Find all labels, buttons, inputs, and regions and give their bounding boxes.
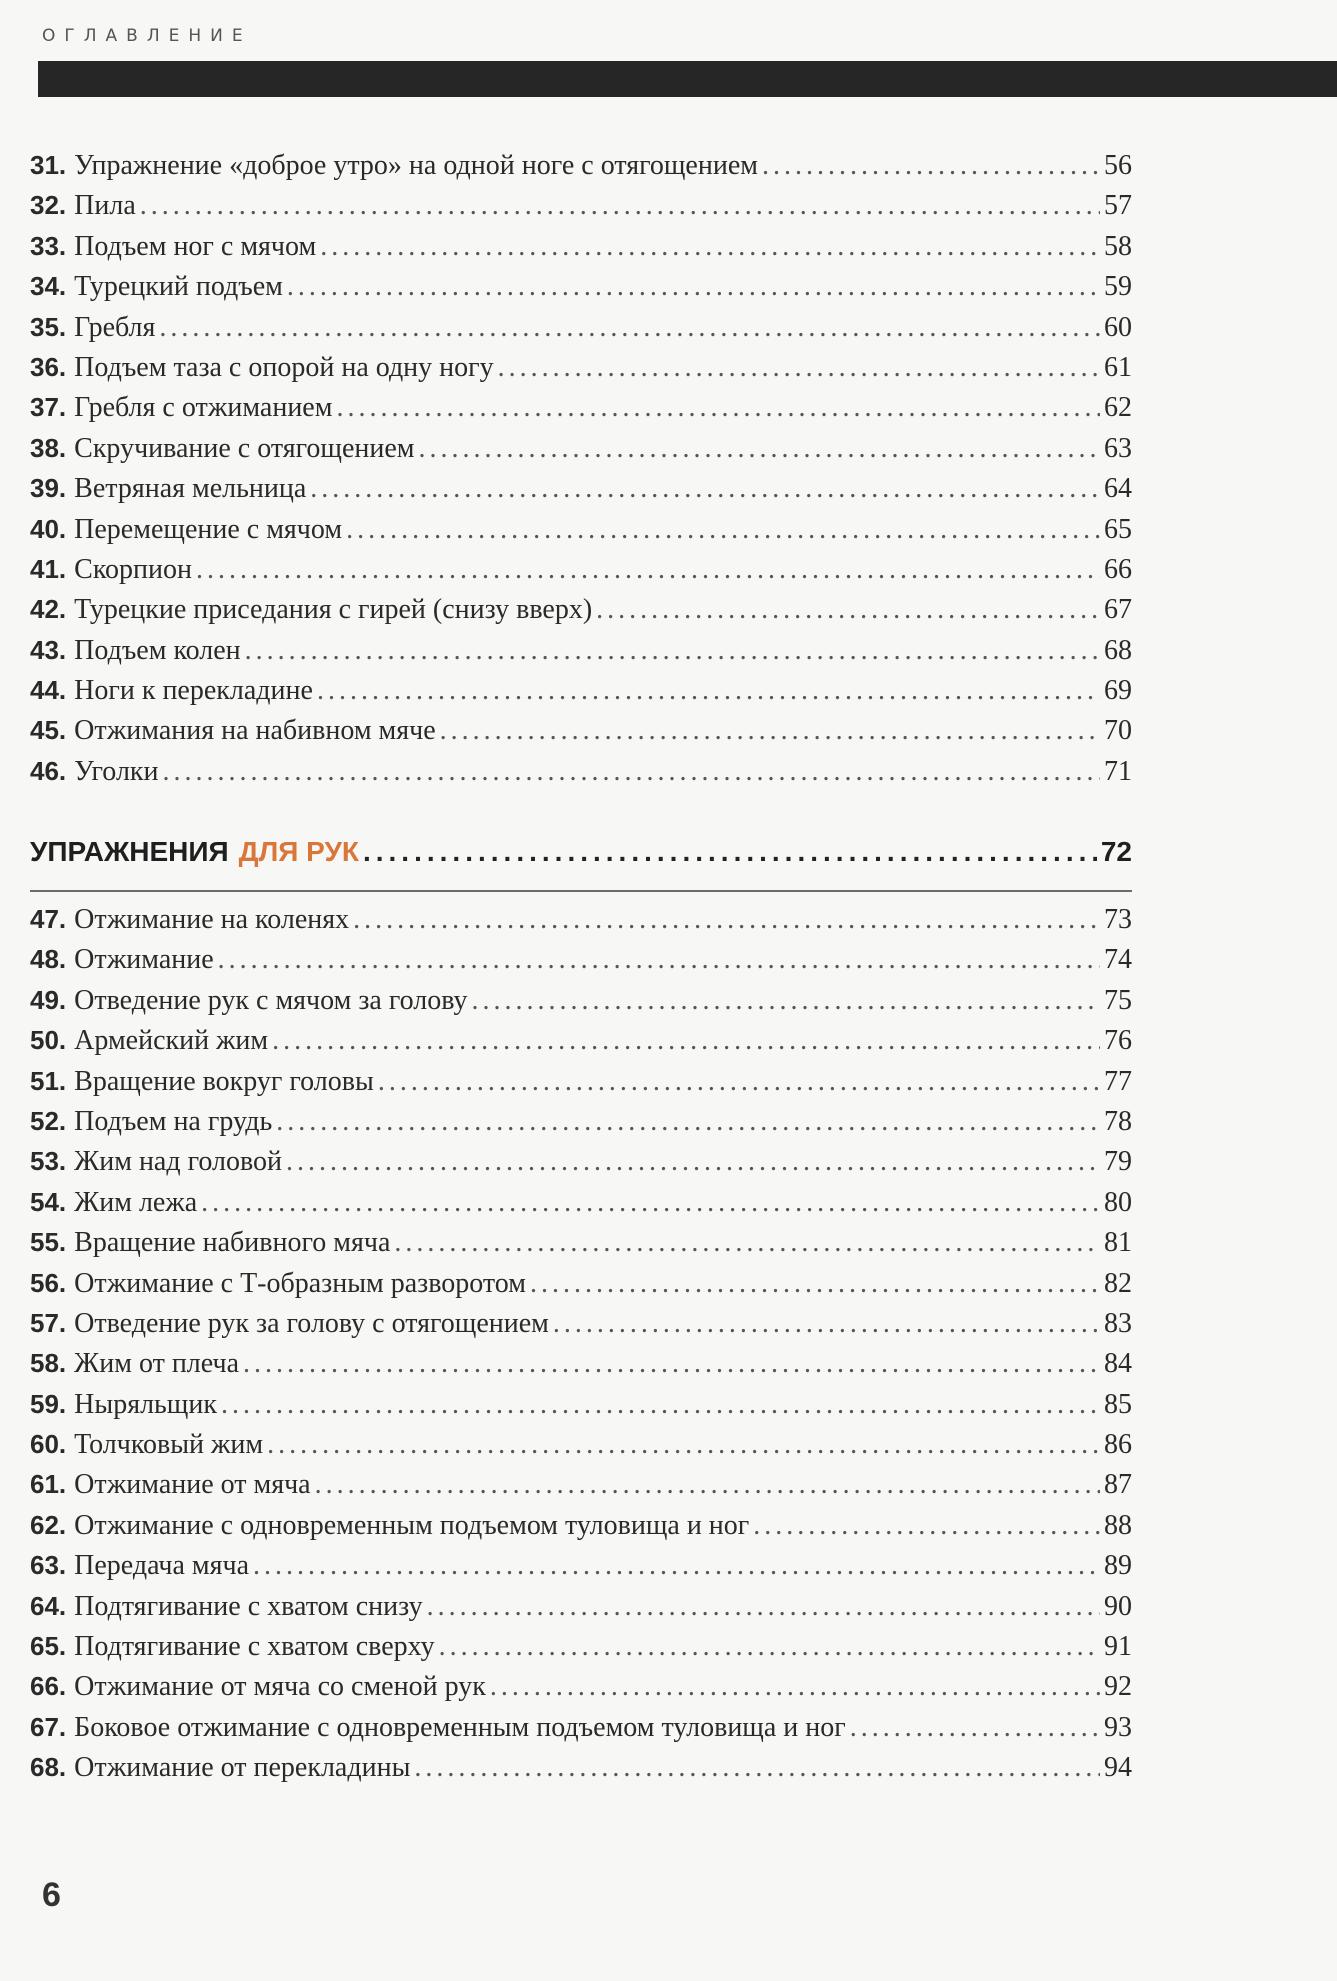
toc-entry[interactable] xyxy=(30,1671,1132,1711)
toc-entry-page: 79 xyxy=(1104,1146,1132,1178)
toc-entry[interactable] xyxy=(30,1308,1132,1348)
toc-entry[interactable] xyxy=(30,1227,1132,1267)
toc-entry-page: 62 xyxy=(1104,392,1132,424)
leader-dots xyxy=(596,594,1100,626)
toc-entry[interactable] xyxy=(30,1469,1132,1509)
toc-entry-title: Отжимание на коленях xyxy=(74,904,350,935)
toc-entry-title: Жим лежа xyxy=(74,1186,198,1218)
leader-dots xyxy=(353,904,1100,936)
toc-entry-title: Гребля с отжиманием xyxy=(74,392,333,424)
leader-dots xyxy=(414,1752,1100,1784)
toc-entry[interactable] xyxy=(30,1550,1132,1590)
leader-dots xyxy=(315,1469,1100,1501)
toc-entry[interactable] xyxy=(30,1429,1132,1469)
toc-entry-title: Отведение рук с мячом за голову xyxy=(74,984,468,1016)
leader-dots xyxy=(286,1146,1100,1178)
toc-entry-title: Подъем ног с мячом xyxy=(74,230,317,262)
toc-entry-title: Подтягивание с хватом сверху xyxy=(74,1631,435,1663)
toc-entry-title: Жим от плеча xyxy=(74,1348,240,1380)
toc-entry[interactable] xyxy=(30,675,1132,715)
toc-entry[interactable] xyxy=(30,1268,1132,1308)
leader-dots xyxy=(245,635,1100,667)
leader-dots xyxy=(272,1025,1100,1057)
toc-entry-title: Подъем таза с опорой на одну ногу xyxy=(74,351,494,383)
toc-entry[interactable] xyxy=(30,1591,1132,1631)
toc-entry-page: 76 xyxy=(1104,1025,1132,1057)
section-leader-dots xyxy=(363,836,1097,868)
toc-entry-title: Пила xyxy=(74,190,136,222)
toc-entry-number: 46. xyxy=(30,755,67,786)
leader-dots xyxy=(440,715,1100,747)
leader-dots xyxy=(498,352,1100,384)
toc-entry-number: 44. xyxy=(30,675,67,706)
toc-entry[interactable] xyxy=(30,433,1132,473)
toc-entry-page: 64 xyxy=(1104,473,1132,505)
toc-entry-number: 62. xyxy=(30,1509,67,1540)
toc-entry[interactable] xyxy=(30,594,1132,634)
toc-entry-page: 60 xyxy=(1104,311,1132,343)
leader-dots xyxy=(850,1712,1100,1744)
toc-entry-number: 48. xyxy=(30,944,67,975)
toc-entry-page: 81 xyxy=(1104,1227,1132,1259)
toc-entry-number: 45. xyxy=(30,715,67,746)
leader-dots xyxy=(553,1308,1100,1340)
toc-entry[interactable] xyxy=(30,473,1132,513)
toc-entry[interactable] xyxy=(30,944,1132,984)
toc-entry-title: Подъем на грудь xyxy=(74,1105,273,1137)
leader-dots xyxy=(276,1106,1100,1138)
toc-entry-title: Турецкие приседания с гирей (снизу вверх) xyxy=(74,594,593,626)
toc-entry[interactable] xyxy=(30,1025,1132,1065)
toc-entry-title: Отжимание от перекладины xyxy=(74,1752,411,1784)
section-title-main: УПРАЖНЕНИЯ xyxy=(30,836,229,867)
toc-list-part1 xyxy=(30,150,1132,796)
toc-entry[interactable] xyxy=(30,1389,1132,1429)
toc-entry-number: 37. xyxy=(30,392,67,423)
toc-entry-page: 86 xyxy=(1104,1429,1132,1461)
toc-entry[interactable] xyxy=(30,1510,1132,1550)
toc-entry-page: 94 xyxy=(1104,1752,1132,1784)
toc-entry-number: 43. xyxy=(30,634,67,665)
toc-entry-title: Толчковый жим xyxy=(74,1429,264,1461)
toc-entry-title: Вращение вокруг головы xyxy=(74,1065,374,1097)
toc-entry-page: 56 xyxy=(1104,150,1132,181)
leader-dots xyxy=(439,1631,1100,1663)
toc-entry-number: 67. xyxy=(30,1711,67,1742)
toc-entry-number: 40. xyxy=(30,513,67,544)
section-heading[interactable] xyxy=(30,836,1132,868)
toc-entry[interactable] xyxy=(30,1187,1132,1227)
toc-entry-title: Боковое отжимание с одновременным подъемом туловища и ног xyxy=(74,1711,846,1743)
toc-entry-page: 93 xyxy=(1104,1711,1132,1743)
leader-dots xyxy=(753,1510,1100,1542)
toc-entry-page: 88 xyxy=(1104,1509,1132,1541)
leader-dots xyxy=(346,514,1100,546)
toc-entry-number: 55. xyxy=(30,1227,67,1258)
toc-entry[interactable] xyxy=(30,1631,1132,1671)
toc-entry-number: 59. xyxy=(30,1388,67,1419)
toc-entry-title: Отжимания на набивном мяче xyxy=(74,715,436,747)
toc-entry-title: Перемещение с мячом xyxy=(74,513,343,545)
toc-entry[interactable] xyxy=(30,1106,1132,1146)
toc-entry-title: Уголки xyxy=(74,755,159,787)
leader-dots xyxy=(490,1671,1100,1703)
toc-entry-number: 58. xyxy=(30,1348,67,1379)
toc-entry-page: 63 xyxy=(1104,432,1132,464)
toc-entry-title: Скручивание с отягощением xyxy=(74,432,415,464)
toc-entry-page: 75 xyxy=(1104,984,1132,1016)
toc-entry-page: 83 xyxy=(1104,1307,1132,1339)
toc-entry-page: 66 xyxy=(1104,553,1132,585)
toc-entry-page: 71 xyxy=(1104,755,1132,787)
leader-dots xyxy=(267,1429,1100,1461)
toc-entry[interactable] xyxy=(30,1752,1132,1792)
toc-entry-number: 34. xyxy=(30,271,67,302)
header-bar xyxy=(38,61,1337,97)
toc-entry-number: 49. xyxy=(30,984,67,1015)
toc-entry-number: 47. xyxy=(30,904,67,934)
toc-entry-number: 38. xyxy=(30,432,67,463)
toc-entry-page: 78 xyxy=(1104,1105,1132,1137)
toc-entry-page: 73 xyxy=(1104,904,1132,935)
toc-entry[interactable] xyxy=(30,1066,1132,1106)
toc-entry-number: 60. xyxy=(30,1429,67,1460)
toc-entry-title: Скорпион xyxy=(74,553,192,585)
leader-dots xyxy=(243,1348,1100,1380)
toc-entry-number: 32. xyxy=(30,190,67,221)
toc-entry[interactable] xyxy=(30,904,1132,944)
leader-dots xyxy=(378,1066,1100,1098)
toc-entry-title: Упражнение «доброе утро» на одной ноге с отягощением xyxy=(74,150,758,181)
toc-entry-number: 41. xyxy=(30,553,67,584)
toc-entry-number: 52. xyxy=(30,1105,67,1136)
toc-entry-title: Отжимание с одновременным подъемом туловища и ног xyxy=(74,1509,750,1541)
toc-entry-number: 53. xyxy=(30,1146,67,1177)
toc-entry[interactable] xyxy=(30,271,1132,311)
leader-dots xyxy=(196,554,1100,586)
toc-entry-title: Передача мяча xyxy=(74,1550,250,1582)
toc-entry[interactable] xyxy=(30,756,1132,796)
leader-dots xyxy=(253,1550,1100,1582)
toc-entry-title: Турецкий подъем xyxy=(74,271,283,303)
toc-entry-page: 69 xyxy=(1104,675,1132,707)
toc-entry-page: 87 xyxy=(1104,1469,1132,1501)
leader-dots xyxy=(320,231,1100,263)
toc-entry-page: 65 xyxy=(1104,513,1132,545)
toc-entry-number: 61. xyxy=(30,1469,67,1500)
toc-entry-title: Отжимание от мяча со сменой рук xyxy=(74,1671,486,1703)
toc-entry[interactable] xyxy=(30,715,1132,755)
leader-dots xyxy=(287,271,1100,303)
toc-entry-page: 58 xyxy=(1104,230,1132,262)
toc-entry-number: 36. xyxy=(30,351,67,382)
toc-entry-page: 82 xyxy=(1104,1267,1132,1299)
leader-dots xyxy=(427,1591,1100,1623)
toc-entry-number: 56. xyxy=(30,1267,67,1298)
toc-entry-number: 35. xyxy=(30,311,67,342)
toc-entry-number: 66. xyxy=(30,1671,67,1702)
toc-entry-number: 63. xyxy=(30,1550,67,1581)
leader-dots xyxy=(159,312,1100,344)
toc-entry-page: 89 xyxy=(1104,1550,1132,1582)
toc-entry[interactable] xyxy=(30,190,1132,230)
toc-entry-number: 68. xyxy=(30,1752,67,1783)
page-number: 6 xyxy=(42,1876,61,1914)
toc-entry-title: Вращение набивного мяча xyxy=(74,1227,391,1259)
toc-entry[interactable] xyxy=(30,635,1132,675)
toc-entry-title: Подтягивание с хватом снизу xyxy=(74,1590,423,1622)
leader-dots xyxy=(163,756,1101,788)
toc-entry-page: 90 xyxy=(1104,1590,1132,1622)
section-page: 72 xyxy=(1100,836,1132,867)
toc-entry[interactable] xyxy=(30,1348,1132,1388)
toc-entry-title: Жим над головой xyxy=(74,1146,283,1178)
toc-entry-number: 33. xyxy=(30,230,67,261)
leader-dots xyxy=(394,1227,1100,1259)
toc-entry-page: 85 xyxy=(1104,1388,1132,1420)
toc-entry-title: Отжимание от мяча xyxy=(74,1469,311,1501)
toc-entry-title: Ноги к перекладине xyxy=(74,675,313,707)
toc-entry[interactable] xyxy=(30,514,1132,554)
toc-entry[interactable] xyxy=(30,352,1132,392)
toc-list-part2 xyxy=(30,904,1132,1793)
leader-dots xyxy=(218,944,1100,976)
toc-entry-number: 42. xyxy=(30,594,67,625)
toc-entry-number: 50. xyxy=(30,1025,67,1056)
toc-entry-title: Подъем колен xyxy=(74,634,241,666)
toc-entry-number: 65. xyxy=(30,1631,67,1662)
leader-dots xyxy=(140,190,1100,222)
toc-entry-title: Отжимание с Т-образным разворотом xyxy=(74,1267,526,1299)
leader-dots xyxy=(310,473,1100,505)
toc-entry-title: Гребля xyxy=(74,311,156,343)
leader-dots xyxy=(762,150,1100,182)
toc-entry-title: Ветряная мельница xyxy=(74,473,307,505)
toc-entry[interactable] xyxy=(30,312,1132,352)
toc-entry-page: 67 xyxy=(1104,594,1132,626)
leader-dots xyxy=(221,1389,1100,1421)
toc-entry-page: 77 xyxy=(1104,1065,1132,1097)
toc-entry[interactable] xyxy=(30,392,1132,432)
toc-entry[interactable] xyxy=(30,1712,1132,1752)
running-header: ОГЛАВЛЕНИЕ xyxy=(42,26,252,46)
toc-entry-page: 80 xyxy=(1104,1186,1132,1218)
leader-dots xyxy=(201,1187,1100,1219)
toc-entry[interactable] xyxy=(30,985,1132,1025)
toc-entry-page: 74 xyxy=(1104,944,1132,976)
leader-dots xyxy=(336,392,1100,424)
leader-dots xyxy=(471,985,1100,1017)
toc-entry-number: 64. xyxy=(30,1590,67,1621)
section-divider xyxy=(30,890,1132,892)
toc-entry-number: 31. xyxy=(30,150,67,180)
leader-dots xyxy=(530,1268,1100,1300)
toc-entry-number: 39. xyxy=(30,473,67,504)
toc-entry[interactable] xyxy=(30,150,1132,190)
toc-entry-number: 54. xyxy=(30,1186,67,1217)
toc-entry-page: 68 xyxy=(1104,634,1132,666)
toc-entry-number: 51. xyxy=(30,1065,67,1096)
toc-entry[interactable] xyxy=(30,231,1132,271)
toc-entry-title: Ныряльщик xyxy=(74,1388,217,1420)
toc-entry[interactable] xyxy=(30,1146,1132,1186)
toc-entry-page: 70 xyxy=(1104,715,1132,747)
toc-entry-page: 57 xyxy=(1104,190,1132,222)
toc-entry-number: 57. xyxy=(30,1307,67,1338)
leader-dots xyxy=(317,675,1100,707)
toc-entry-page: 61 xyxy=(1104,351,1132,383)
toc-entry[interactable] xyxy=(30,554,1132,594)
toc-entry-title: Отжимание xyxy=(74,944,214,976)
section-title-accent: ДЛЯ РУК xyxy=(238,836,359,867)
toc-entry-page: 84 xyxy=(1104,1348,1132,1380)
toc-entry-page: 92 xyxy=(1104,1671,1132,1703)
toc-entry-title: Отведение рук за голову с отягощением xyxy=(74,1307,549,1339)
toc-entry-page: 91 xyxy=(1104,1631,1132,1663)
toc-entry-page: 59 xyxy=(1104,271,1132,303)
toc-entry-title: Армейский жим xyxy=(74,1025,269,1057)
leader-dots xyxy=(419,433,1100,465)
